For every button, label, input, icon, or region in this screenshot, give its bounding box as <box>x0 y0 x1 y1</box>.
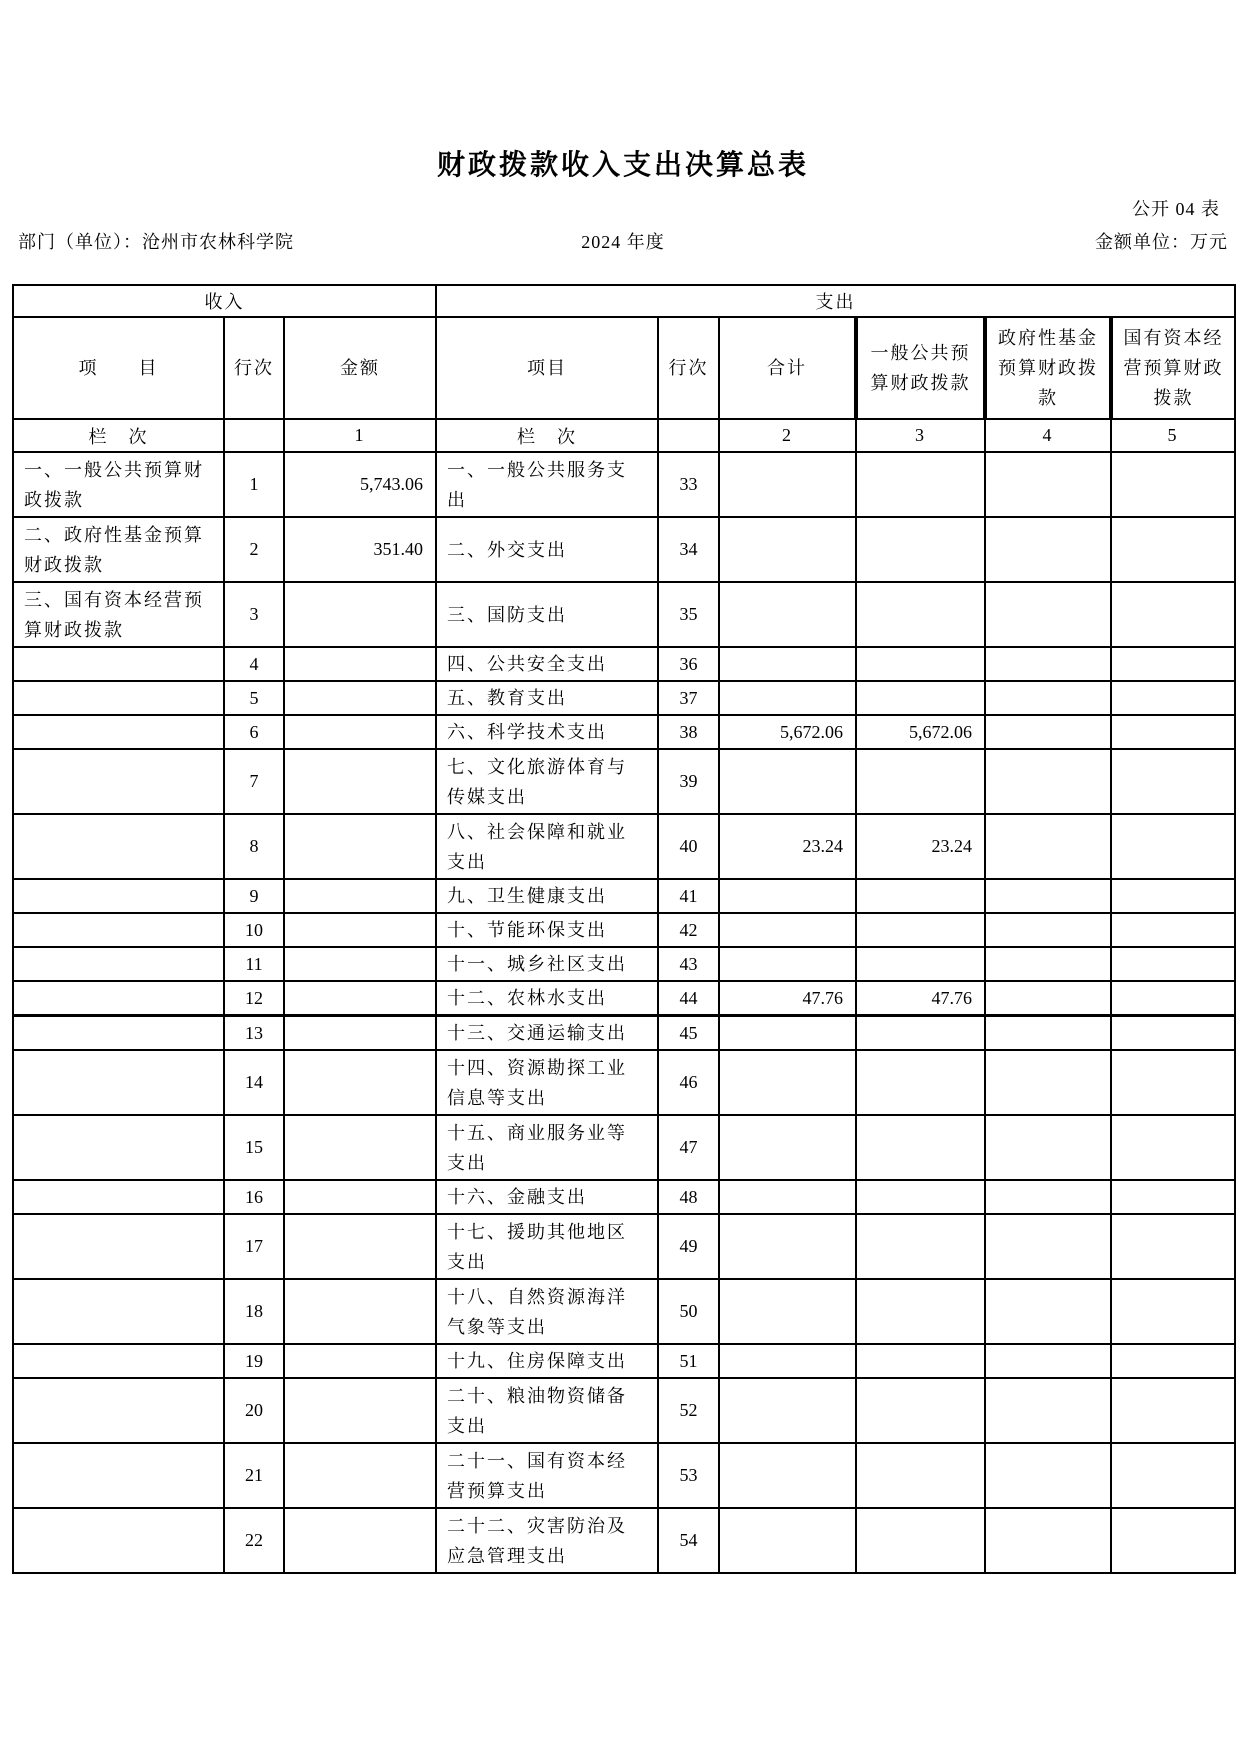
table-row <box>13 647 1235 681</box>
col-header-state-capital-budget: 国有资本经营预算财政拨款 <box>1111 317 1235 419</box>
table-row <box>13 681 1235 715</box>
income-row-number-cell: 3 <box>224 582 284 647</box>
expense-total-cell <box>719 1016 856 1051</box>
expense-total-cell <box>719 681 856 715</box>
expense-total-cell <box>719 1443 856 1508</box>
expense-item-cell: 十八、自然资源海洋气象等支出 <box>436 1279 658 1344</box>
col-header-expense-item: 项目 <box>436 317 658 419</box>
table-row <box>13 517 1235 582</box>
expense-general-budget-cell <box>856 1508 985 1573</box>
income-item-cell <box>13 1016 224 1051</box>
lanci-expense-row-blank <box>658 419 719 452</box>
expense-item-cell: 十六、金融支出 <box>436 1180 658 1214</box>
expense-row-number-cell: 41 <box>658 879 719 913</box>
income-item-cell <box>13 715 224 749</box>
expense-gov-fund-cell <box>985 1344 1111 1378</box>
expense-item-cell: 十九、住房保障支出 <box>436 1344 658 1378</box>
expense-row-number-cell: 36 <box>658 647 719 681</box>
expense-total-cell: 23.24 <box>719 814 856 879</box>
expense-item-cell: 十七、援助其他地区支出 <box>436 1214 658 1279</box>
expense-state-capital-cell <box>1111 582 1235 647</box>
income-amount-cell: 5,743.06 <box>284 452 436 517</box>
expense-general-budget-cell <box>856 1180 985 1214</box>
expense-row-number-cell: 37 <box>658 681 719 715</box>
meta-row <box>12 228 1234 256</box>
income-amount-cell: 351.40 <box>284 517 436 582</box>
expense-total-cell <box>719 452 856 517</box>
income-row-number-cell: 1 <box>224 452 284 517</box>
expense-state-capital-cell <box>1111 1214 1235 1279</box>
expense-row-number-cell: 34 <box>658 517 719 582</box>
income-row-number-cell: 5 <box>224 681 284 715</box>
expense-row-number-cell: 35 <box>658 582 719 647</box>
expense-gov-fund-cell <box>985 681 1111 715</box>
expense-row-number-cell: 33 <box>658 452 719 517</box>
income-item-cell <box>13 1443 224 1508</box>
table-row <box>13 1016 1235 1051</box>
expense-general-budget-cell <box>856 517 985 582</box>
expense-state-capital-cell <box>1111 1508 1235 1573</box>
lanci-income-row-blank <box>224 419 284 452</box>
expense-total-cell <box>719 582 856 647</box>
expense-total-cell <box>719 1050 856 1115</box>
income-item-cell <box>13 1344 224 1378</box>
table-row <box>13 715 1235 749</box>
expense-general-budget-cell <box>856 879 985 913</box>
income-item-cell <box>13 1050 224 1115</box>
department-label: 部门（单位）：沧州市农林科学院 <box>18 232 294 252</box>
expense-state-capital-cell <box>1111 1279 1235 1344</box>
income-amount-cell <box>284 814 436 879</box>
expense-state-capital-cell <box>1111 1115 1235 1180</box>
expense-total-cell <box>719 1344 856 1378</box>
expense-gov-fund-cell <box>985 814 1111 879</box>
income-item-cell <box>13 1508 224 1573</box>
income-row-number-cell: 14 <box>224 1050 284 1115</box>
expense-item-cell: 三、国防支出 <box>436 582 658 647</box>
income-row-number-cell: 11 <box>224 947 284 981</box>
expense-general-budget-cell <box>856 681 985 715</box>
sheet-label: 公开 04 表 <box>1132 199 1220 219</box>
expense-state-capital-cell <box>1111 647 1235 681</box>
income-row-number-cell: 7 <box>224 749 284 814</box>
expense-state-capital-cell <box>1111 814 1235 879</box>
income-amount-cell <box>284 1443 436 1508</box>
income-item-cell: 二、政府性基金预算财政拨款 <box>13 517 224 582</box>
expense-state-capital-cell <box>1111 1180 1235 1214</box>
expense-gov-fund-cell <box>985 517 1111 582</box>
lanci-amount-no: 1 <box>284 419 436 452</box>
expense-row-number-cell: 39 <box>658 749 719 814</box>
income-amount-cell <box>284 1050 436 1115</box>
expense-row-number-cell: 53 <box>658 1443 719 1508</box>
col-header-general-public-budget: 一般公共预算财政拨款 <box>856 317 985 419</box>
expense-general-budget-cell <box>856 947 985 981</box>
expense-state-capital-cell <box>1111 1050 1235 1115</box>
col-header-amount: 金额 <box>284 317 436 419</box>
expense-item-cell: 十二、农林水支出 <box>436 981 658 1016</box>
expense-general-budget-cell: 5,672.06 <box>856 715 985 749</box>
income-amount-cell <box>284 582 436 647</box>
table-row <box>13 947 1235 981</box>
expense-state-capital-cell <box>1111 715 1235 749</box>
expense-general-budget-cell <box>856 1443 985 1508</box>
expense-state-capital-cell <box>1111 1016 1235 1051</box>
income-amount-cell <box>284 1508 436 1573</box>
income-row-number-cell: 4 <box>224 647 284 681</box>
income-amount-cell <box>284 1180 436 1214</box>
expense-state-capital-cell <box>1111 1443 1235 1508</box>
expense-total-cell <box>719 1180 856 1214</box>
expense-row-number-cell: 46 <box>658 1050 719 1115</box>
table-row <box>13 452 1235 517</box>
income-item-cell <box>13 647 224 681</box>
expense-state-capital-cell <box>1111 1378 1235 1443</box>
expense-item-cell: 一、一般公共服务支出 <box>436 452 658 517</box>
expense-total-cell <box>719 749 856 814</box>
col-header-expense-row-no: 行次 <box>658 317 719 419</box>
expense-general-budget-cell <box>856 1279 985 1344</box>
expense-row-number-cell: 44 <box>658 981 719 1016</box>
col-header-gov-fund-budget: 政府性基金预算财政拨款 <box>985 317 1111 419</box>
expense-row-number-cell: 38 <box>658 715 719 749</box>
income-section-header: 收入 <box>13 285 436 317</box>
income-row-number-cell: 19 <box>224 1344 284 1378</box>
income-amount-cell <box>284 879 436 913</box>
expense-total-cell <box>719 1279 856 1344</box>
expense-section-header: 支出 <box>436 285 1235 317</box>
income-amount-cell <box>284 647 436 681</box>
expense-row-number-cell: 54 <box>658 1508 719 1573</box>
expense-item-cell: 四、公共安全支出 <box>436 647 658 681</box>
col-header-total: 合计 <box>719 317 856 419</box>
income-row-number-cell: 6 <box>224 715 284 749</box>
expense-gov-fund-cell <box>985 1050 1111 1115</box>
expense-row-number-cell: 47 <box>658 1115 719 1180</box>
income-item-cell <box>13 1279 224 1344</box>
expense-row-number-cell: 50 <box>658 1279 719 1344</box>
expense-state-capital-cell <box>1111 749 1235 814</box>
lanci-general-no: 3 <box>856 419 985 452</box>
expense-gov-fund-cell <box>985 452 1111 517</box>
expense-general-budget-cell <box>856 913 985 947</box>
expense-gov-fund-cell <box>985 913 1111 947</box>
unit-label: 金额单位：万元 <box>1095 232 1228 252</box>
income-item-cell <box>13 1180 224 1214</box>
table-row <box>13 1378 1235 1443</box>
table-row <box>13 749 1235 814</box>
expense-general-budget-cell <box>856 582 985 647</box>
expense-item-cell: 二十一、国有资本经营预算支出 <box>436 1443 658 1508</box>
income-item-cell <box>13 947 224 981</box>
expense-gov-fund-cell <box>985 1508 1111 1573</box>
expense-total-cell: 5,672.06 <box>719 715 856 749</box>
expense-total-cell <box>719 1378 856 1443</box>
income-amount-cell <box>284 947 436 981</box>
expense-item-cell: 十五、商业服务业等支出 <box>436 1115 658 1180</box>
income-row-number-cell: 17 <box>224 1214 284 1279</box>
expense-total-cell <box>719 1508 856 1573</box>
expense-general-budget-cell: 47.76 <box>856 981 985 1016</box>
expense-gov-fund-cell <box>985 1279 1111 1344</box>
table-row <box>13 1180 1235 1214</box>
expense-item-cell: 十一、城乡社区支出 <box>436 947 658 981</box>
expense-gov-fund-cell <box>985 1443 1111 1508</box>
expense-gov-fund-cell <box>985 647 1111 681</box>
expense-total-cell <box>719 517 856 582</box>
expense-item-cell: 五、教育支出 <box>436 681 658 715</box>
income-amount-cell <box>284 749 436 814</box>
income-amount-cell <box>284 681 436 715</box>
table-row <box>13 814 1235 879</box>
expense-row-number-cell: 45 <box>658 1016 719 1051</box>
expense-gov-fund-cell <box>985 981 1111 1016</box>
expense-total-cell <box>719 647 856 681</box>
income-amount-cell <box>284 981 436 1016</box>
expense-general-budget-cell: 23.24 <box>856 814 985 879</box>
expense-row-number-cell: 52 <box>658 1378 719 1443</box>
expense-item-cell: 二十、粮油物资储备支出 <box>436 1378 658 1443</box>
income-amount-cell <box>284 715 436 749</box>
expense-item-cell: 九、卫生健康支出 <box>436 879 658 913</box>
income-amount-cell <box>284 913 436 947</box>
income-row-number-cell: 22 <box>224 1508 284 1573</box>
income-item-cell <box>13 814 224 879</box>
expense-gov-fund-cell <box>985 715 1111 749</box>
income-row-number-cell: 20 <box>224 1378 284 1443</box>
expense-general-budget-cell <box>856 1115 985 1180</box>
expense-row-number-cell: 43 <box>658 947 719 981</box>
income-row-number-cell: 21 <box>224 1443 284 1508</box>
expense-gov-fund-cell <box>985 1115 1111 1180</box>
lanci-capital-no: 5 <box>1111 419 1235 452</box>
column-header-row <box>13 317 1235 419</box>
expense-item-cell: 二、外交支出 <box>436 517 658 582</box>
table-row <box>13 1443 1235 1508</box>
expense-total-cell <box>719 879 856 913</box>
expense-total-cell <box>719 947 856 981</box>
income-row-number-cell: 2 <box>224 517 284 582</box>
expense-item-cell: 二十二、灾害防治及应急管理支出 <box>436 1508 658 1573</box>
income-row-number-cell: 8 <box>224 814 284 879</box>
expense-gov-fund-cell <box>985 1214 1111 1279</box>
expense-item-cell: 六、科学技术支出 <box>436 715 658 749</box>
expense-total-cell <box>719 1214 856 1279</box>
expense-row-number-cell: 49 <box>658 1214 719 1279</box>
table-row <box>13 1508 1235 1573</box>
table-row <box>13 1279 1235 1344</box>
income-item-cell <box>13 913 224 947</box>
table-row <box>13 1050 1235 1115</box>
expense-item-cell: 十四、资源勘探工业信息等支出 <box>436 1050 658 1115</box>
income-row-number-cell: 16 <box>224 1180 284 1214</box>
income-item-cell <box>13 681 224 715</box>
column-index-row <box>13 419 1235 452</box>
expense-general-budget-cell <box>856 1016 985 1051</box>
expense-general-budget-cell <box>856 1378 985 1443</box>
income-item-cell: 三、国有资本经营预算财政拨款 <box>13 582 224 647</box>
table-row <box>13 913 1235 947</box>
expense-state-capital-cell <box>1111 1344 1235 1378</box>
expense-item-cell: 十、节能环保支出 <box>436 913 658 947</box>
income-item-cell <box>13 981 224 1016</box>
income-item-cell <box>13 879 224 913</box>
expense-item-cell: 七、文化旅游体育与传媒支出 <box>436 749 658 814</box>
income-amount-cell <box>284 1279 436 1344</box>
income-item-cell <box>13 1214 224 1279</box>
table-row <box>13 582 1235 647</box>
expense-item-cell: 八、社会保障和就业支出 <box>436 814 658 879</box>
expense-gov-fund-cell <box>985 582 1111 647</box>
expense-state-capital-cell <box>1111 981 1235 1016</box>
expense-state-capital-cell <box>1111 913 1235 947</box>
expense-row-number-cell: 48 <box>658 1180 719 1214</box>
expense-total-cell <box>719 913 856 947</box>
income-row-number-cell: 10 <box>224 913 284 947</box>
expense-state-capital-cell <box>1111 947 1235 981</box>
lanci-total-no: 2 <box>719 419 856 452</box>
expense-general-budget-cell <box>856 749 985 814</box>
expense-general-budget-cell <box>856 1344 985 1378</box>
income-amount-cell <box>284 1214 436 1279</box>
expense-gov-fund-cell <box>985 1016 1111 1051</box>
lanci-fund-no: 4 <box>985 419 1111 452</box>
year-label: 2024 年度 <box>581 232 665 252</box>
table-row <box>13 879 1235 913</box>
expense-gov-fund-cell <box>985 879 1111 913</box>
table-row <box>13 1214 1235 1279</box>
expense-row-number-cell: 40 <box>658 814 719 879</box>
income-row-number-cell: 13 <box>224 1016 284 1051</box>
expense-state-capital-cell <box>1111 452 1235 517</box>
income-amount-cell <box>284 1378 436 1443</box>
expense-item-cell: 十三、交通运输支出 <box>436 1016 658 1051</box>
col-header-income-row-no: 行次 <box>224 317 284 419</box>
expense-state-capital-cell <box>1111 517 1235 582</box>
expense-gov-fund-cell <box>985 947 1111 981</box>
income-item-cell <box>13 749 224 814</box>
expense-total-cell: 47.76 <box>719 981 856 1016</box>
page-title: 财政拨款收入支出决算总表 <box>436 150 809 181</box>
budget-summary-table <box>12 284 1236 1574</box>
expense-general-budget-cell <box>856 1214 985 1279</box>
income-item-cell <box>13 1378 224 1443</box>
table-row <box>13 1115 1235 1180</box>
expense-gov-fund-cell <box>985 749 1111 814</box>
expense-gov-fund-cell <box>985 1180 1111 1214</box>
income-amount-cell <box>284 1344 436 1378</box>
table-body <box>13 452 1235 1573</box>
expense-general-budget-cell <box>856 452 985 517</box>
income-row-number-cell: 15 <box>224 1115 284 1180</box>
expense-row-number-cell: 42 <box>658 913 719 947</box>
income-amount-cell <box>284 1115 436 1180</box>
expense-state-capital-cell <box>1111 879 1235 913</box>
expense-gov-fund-cell <box>985 1378 1111 1443</box>
income-row-number-cell: 9 <box>224 879 284 913</box>
section-header-row <box>13 285 1235 317</box>
col-header-income-item: 项 目 <box>13 317 224 419</box>
expense-total-cell <box>719 1115 856 1180</box>
income-item-cell: 一、一般公共预算财政拨款 <box>13 452 224 517</box>
lanci-expense-label: 栏 次 <box>436 419 658 452</box>
expense-row-number-cell: 51 <box>658 1344 719 1378</box>
income-row-number-cell: 18 <box>224 1279 284 1344</box>
expense-general-budget-cell <box>856 647 985 681</box>
expense-state-capital-cell <box>1111 681 1235 715</box>
page-content <box>12 148 1234 1574</box>
income-amount-cell <box>284 1016 436 1051</box>
lanci-income-label: 栏 次 <box>13 419 224 452</box>
table-row <box>13 1344 1235 1378</box>
income-item-cell <box>13 1115 224 1180</box>
table-row <box>13 981 1235 1016</box>
expense-general-budget-cell <box>856 1050 985 1115</box>
income-row-number-cell: 12 <box>224 981 284 1016</box>
